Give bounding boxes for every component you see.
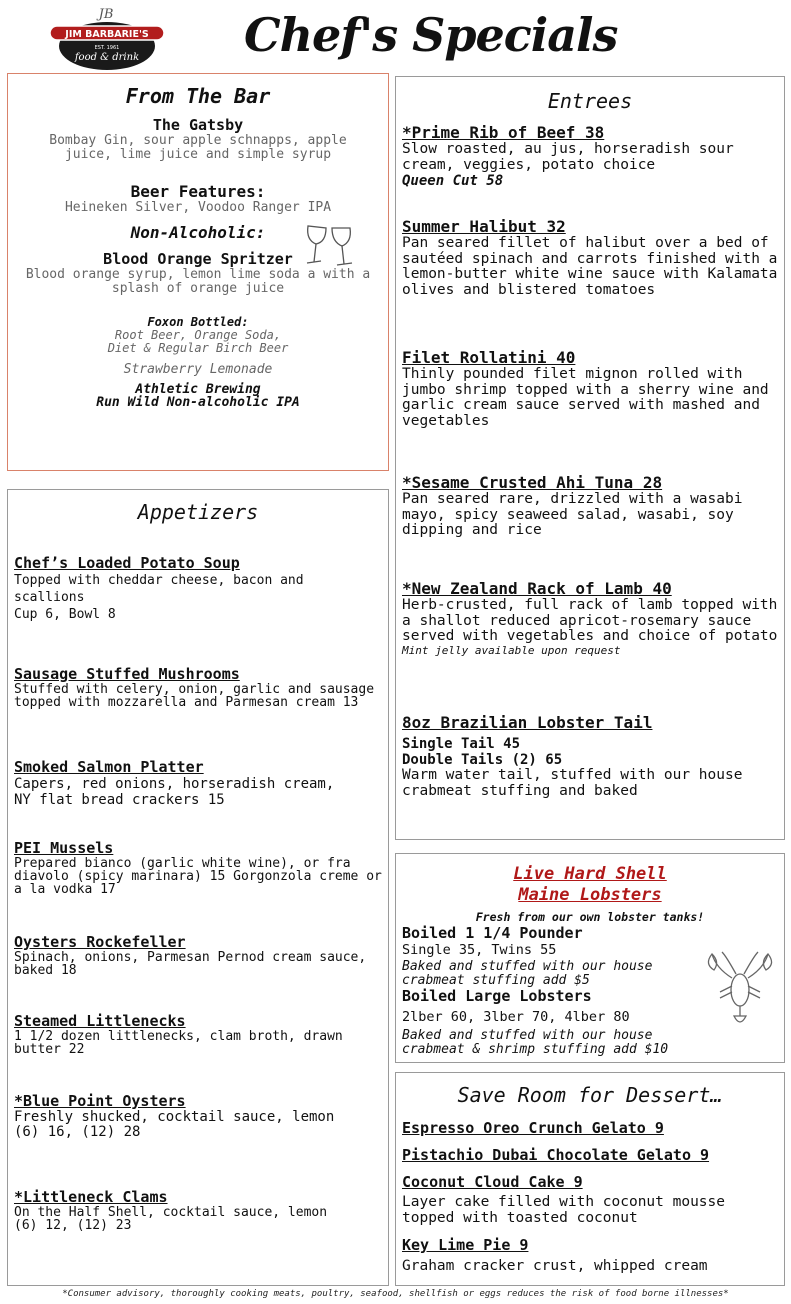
gatsby-desc: Bombay Gin, sour apple schnapps, apple juice, lime juice and simple syrup bbox=[49, 133, 347, 162]
item-desc: Pan seared fillet of halibut over a bed of sautéed spinach and carrots finished with a lemon-butter white wine sauce with Kalamata olives and blistered tomatoes bbox=[402, 235, 778, 298]
dessert-item bbox=[402, 1119, 778, 1137]
boiled-price: Single 35, Twins 55 bbox=[402, 942, 557, 958]
item-desc: Layer cake filled with coconut mousse topped with toasted coconut bbox=[402, 1194, 726, 1226]
item-desc: Prepared bianco (garlic white wine), or fra diavolo (spicy marinara) 15 Gorgonzola creme or a la vodka 17 bbox=[14, 856, 382, 897]
beer-desc: Heineken Silver, Voodoo Ranger IPA bbox=[64, 200, 332, 215]
boiled-name: Boiled 1 1/4 Pounder bbox=[402, 924, 583, 942]
dessert-title: Save Room for Dessert… bbox=[457, 1083, 723, 1107]
appetizers-title: Appetizers bbox=[137, 500, 259, 524]
gatsby-name: The Gatsby bbox=[152, 116, 244, 134]
logo-name: JIM BARBARIE'S bbox=[65, 29, 149, 40]
item-name: Oysters Rockefeller bbox=[14, 933, 186, 951]
item-name: *Sesame Crusted Ahi Tuna 28 bbox=[402, 473, 663, 492]
appetizer-item bbox=[14, 554, 382, 623]
item-name: 8oz Brazilian Lobster Tail bbox=[402, 713, 653, 732]
item-name: Filet Rollatini 40 bbox=[402, 348, 576, 367]
lobsters-panel bbox=[395, 853, 785, 1063]
item-desc: Topped with cheddar cheese, bacon and scallions bbox=[14, 573, 304, 605]
entrees-title: Entrees bbox=[547, 89, 633, 113]
item-name: *Prime Rib of Beef 38 bbox=[402, 123, 605, 142]
wine-glasses-icon bbox=[302, 222, 358, 272]
item-double: Double Tails (2) 65 bbox=[402, 752, 563, 768]
entree-item bbox=[402, 123, 778, 189]
item-desc: Freshly shucked, cocktail sauce, lemon (6) 16, (12) 28 bbox=[14, 1109, 335, 1140]
item-name: *New Zealand Rack of Lamb 40 bbox=[402, 579, 672, 598]
appetizer-item bbox=[14, 839, 382, 896]
large-price: 2lber 60, 3lber 70, 4lber 80 bbox=[402, 1009, 630, 1025]
item-name: Sausage Stuffed Mushrooms bbox=[14, 665, 240, 683]
item-name: Smoked Salmon Platter bbox=[14, 758, 204, 776]
item-name: *Blue Point Oysters bbox=[14, 1092, 186, 1110]
entree-item bbox=[402, 579, 778, 657]
dessert-item bbox=[402, 1173, 778, 1226]
foxon-desc-2: Diet & Regular Birch Beer bbox=[107, 341, 289, 355]
item-name: Chef’s Loaded Potato Soup bbox=[14, 554, 240, 572]
beer-title: Beer Features: bbox=[130, 182, 266, 201]
appetizer-item bbox=[14, 933, 382, 977]
foxon-title: Foxon Bottled: bbox=[147, 315, 249, 329]
spritzer-desc: Blood orange syrup, lemon lime soda a with a splash of orange juice bbox=[25, 267, 371, 296]
entrees-panel bbox=[395, 76, 785, 840]
item-desc: Graham cracker crust, whipped cream bbox=[402, 1258, 708, 1274]
item-name: Pistachio Dubai Chocolate Gelato 9 bbox=[402, 1146, 710, 1164]
item-name: Coconut Cloud Cake 9 bbox=[402, 1173, 583, 1191]
nonalc-title: Non-Alcoholic: bbox=[130, 223, 266, 242]
appetizer-item bbox=[14, 758, 382, 808]
appetizer-item bbox=[14, 1188, 382, 1232]
item-desc: Slow roasted, au jus, horseradish sour cream, veggies, potato choice bbox=[402, 141, 734, 173]
appetizers-panel bbox=[7, 489, 389, 1286]
item-desc: Spinach, onions, Parmesan Pernod cream sauce, baked 18 bbox=[14, 950, 367, 978]
entree-item bbox=[402, 713, 778, 799]
dessert-item bbox=[402, 1146, 778, 1164]
dessert-panel bbox=[395, 1072, 785, 1286]
page-title: Chef's Specials bbox=[244, 8, 618, 62]
entree-item bbox=[402, 348, 778, 429]
item-single: Single Tail 45 bbox=[402, 736, 521, 752]
bar-title: From The Bar bbox=[125, 84, 271, 108]
appetizer-item bbox=[14, 665, 382, 709]
restaurant-logo bbox=[48, 6, 166, 72]
lobsters-fresh: Fresh from our own lobster tanks! bbox=[475, 910, 705, 924]
item-desc: 1 1/2 dozen littlenecks, clam broth, drawn butter 22 bbox=[14, 1029, 343, 1057]
item-desc: Thinly pounded filet mignon rolled with jumbo shrimp topped with a sherry wine and garlic cream sauce served with mashed and vegetables bbox=[402, 366, 769, 429]
logo-est: EST. 1961 bbox=[94, 45, 120, 51]
foxon-desc-1: Root Beer, Orange Soda, bbox=[114, 328, 282, 342]
item-extra: Queen Cut 58 bbox=[402, 173, 504, 189]
large-name: Boiled Large Lobsters bbox=[402, 987, 592, 1005]
athletic-ipa: Run Wild Non-alcoholic IPA bbox=[96, 395, 300, 410]
dessert-item bbox=[402, 1236, 778, 1274]
entree-item bbox=[402, 217, 778, 298]
item-name: Key Lime Pie 9 bbox=[402, 1236, 529, 1254]
entree-item bbox=[402, 473, 778, 539]
item-price: Cup 6, Bowl 8 bbox=[14, 607, 116, 622]
item-name: PEI Mussels bbox=[14, 839, 114, 857]
item-desc: Warm water tail, stuffed with our house crabmeat stuffing and baked bbox=[402, 767, 743, 799]
lobsters-title-2: Maine Lobsters bbox=[518, 885, 662, 905]
item-desc: Stuffed with celery, onion, garlic and sausage topped with mozzarella and Parmesan cream 13 bbox=[14, 682, 375, 710]
item-name: *Littleneck Clams bbox=[14, 1188, 168, 1206]
logo-sub: food & drink bbox=[74, 52, 140, 63]
lobsters-title-1: Live Hard Shell bbox=[513, 864, 667, 884]
large-note: Baked and stuffed with our house crabmeat & shrimp stuffing add $10 bbox=[402, 1028, 669, 1057]
item-desc: Herb-crusted, full rack of lamb topped with a shallot reduced apricot-rosemary sauce served with vegetables and choice of potato bbox=[402, 597, 778, 644]
item-name: Summer Halibut 32 bbox=[402, 217, 566, 236]
boiled-note: Baked and stuffed with our house crabmeat stuffing add $5 bbox=[402, 959, 653, 988]
appetizer-item bbox=[14, 1092, 382, 1140]
item-name: Steamed Littlenecks bbox=[14, 1012, 186, 1030]
from-the-bar-panel bbox=[7, 73, 389, 471]
athletic-brewing: Athletic Brewing bbox=[135, 382, 261, 397]
item-note: Mint jelly available upon request bbox=[402, 643, 621, 657]
strawberry-lemonade: Strawberry Lemonade bbox=[123, 362, 273, 377]
item-name: Espresso Oreo Crunch Gelato 9 bbox=[402, 1119, 664, 1137]
consumer-advisory: *Consumer advisory, thoroughly cooking meats, poultry, seafood, shellfish or eggs reduces the risk of food borne illnesses* bbox=[62, 1289, 729, 1299]
item-desc: Pan seared rare, drizzled with a wasabi mayo, spicy seaweed salad, wasabi, soy dipping and rice bbox=[402, 491, 743, 538]
svg-text:JB: JB bbox=[98, 7, 114, 22]
appetizer-item bbox=[14, 1012, 382, 1056]
lobster-icon bbox=[702, 950, 778, 1030]
spritzer-name: Blood Orange Spritzer bbox=[103, 250, 293, 268]
item-desc: On the Half Shell, cocktail sauce, lemon (6) 12, (12) 23 bbox=[14, 1205, 328, 1233]
item-desc: Capers, red onions, horseradish cream, NY flat bread crackers 15 bbox=[14, 776, 335, 808]
